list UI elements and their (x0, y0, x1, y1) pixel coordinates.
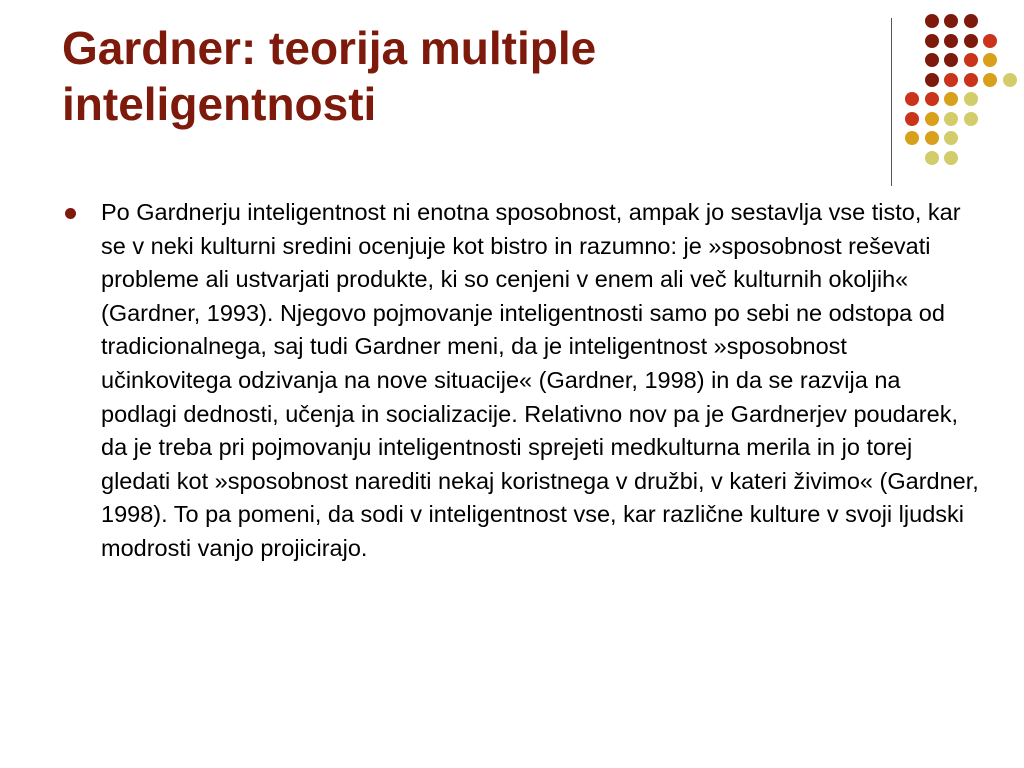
decorative-dot (964, 34, 978, 48)
decorative-dot (944, 92, 958, 106)
slide-title: Gardner: teorija multiple inteligentnosti (62, 22, 597, 130)
decorative-dot (964, 112, 978, 126)
decorative-dot (925, 151, 939, 165)
decorative-dot (905, 92, 919, 106)
decorative-dot (964, 53, 978, 67)
bullet-text: Po Gardnerju inteligentnost ni enotna sposobnost, ampak jo sestavlja vse tisto, kar se v neki kulturni sredini ocenjuje kot bistro in razumno: je »sposobnost reševati probleme ali ustvarjati produkte, ki so cenjeni v enem ali več kulturnih okoljih« (Gardner, 1993). Njegovo pojmovanje inteligentnosti samo po sebi ne odstopa od tradicionalnega, saj tudi Gardner meni, da je inteligentnost »sposobnost učinkovitega odzivanja na nove situacije« (Gardner, 1998) in da se razvija na podlagi dednosti, učenja in socializacije. Relativno nov pa je Gardnerjev poudarek, da je treba pri pojmovanju inteligentnosti sprejeti medkulturna merila in jo torej gledati kot »sposobnost narediti nekaj koristnega v družbi, v kateri živimo« (Gardner, 1998). To pa pomeni, da sodi v inteligentnost vse, kar različne kulture v svoji ljudski modrosti vanjo projicirajo. (101, 199, 979, 561)
decorative-dot (905, 112, 919, 126)
decorative-dot (983, 53, 997, 67)
decorative-dot (964, 92, 978, 106)
decorative-dot (964, 73, 978, 87)
decorative-dot (983, 73, 997, 87)
decorative-dot (983, 34, 997, 48)
decorative-dot (944, 151, 958, 165)
decorative-dot (944, 53, 958, 67)
decorative-dot (925, 112, 939, 126)
decorative-dot (944, 73, 958, 87)
decorative-dot (925, 73, 939, 87)
decorative-dot (925, 34, 939, 48)
decorative-dot-grid (905, 14, 1015, 174)
decorative-dot (925, 131, 939, 145)
bullet-item (60, 196, 980, 566)
decorative-dot (944, 112, 958, 126)
decorative-dot (944, 131, 958, 145)
decorative-dot (925, 53, 939, 67)
decorative-dot (964, 14, 978, 28)
title-divider-line (891, 18, 892, 186)
bullet-dot-icon (65, 208, 76, 219)
decorative-dot (925, 92, 939, 106)
decorative-dot (944, 14, 958, 28)
decorative-dot (905, 131, 919, 145)
decorative-dot (1003, 73, 1017, 87)
decorative-dot (944, 34, 958, 48)
decorative-dot (925, 14, 939, 28)
bullet-list (60, 196, 980, 566)
